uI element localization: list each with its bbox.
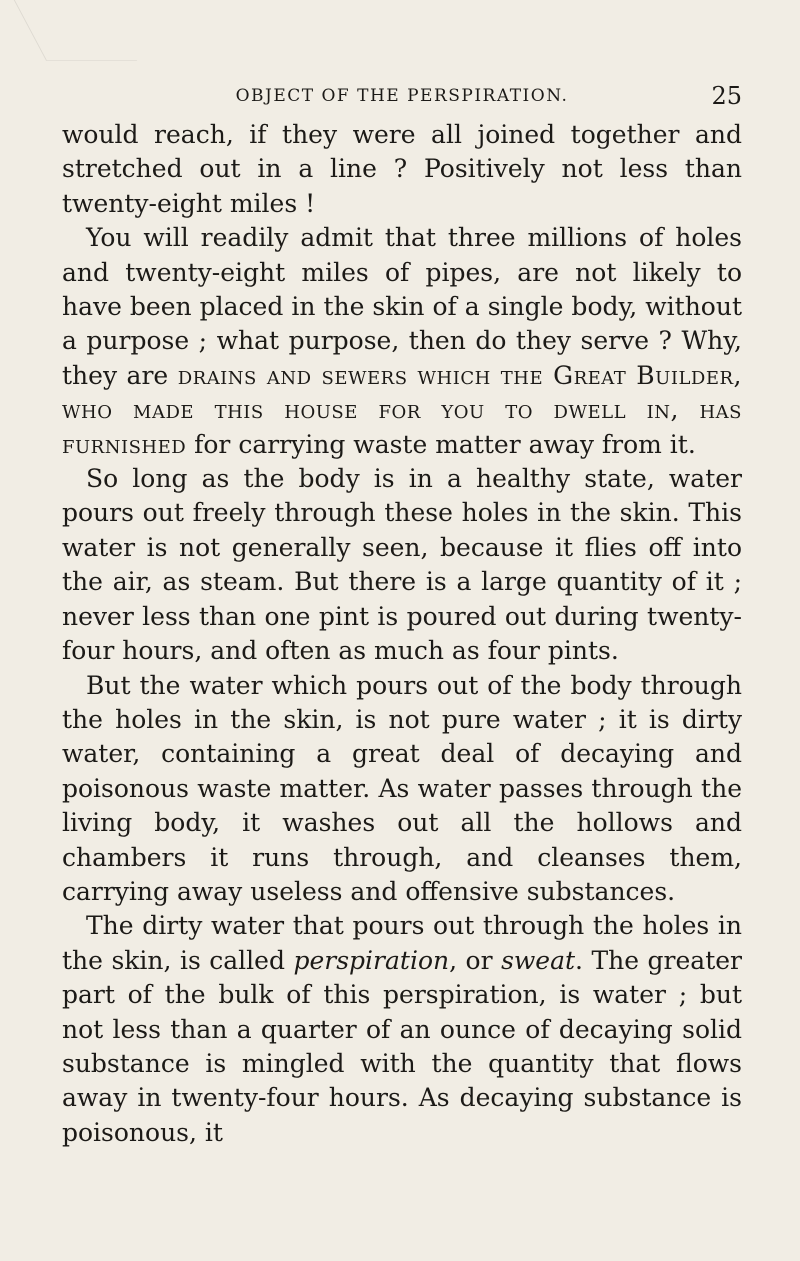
running-title: OBJECT OF THE PERSPIRATION. bbox=[235, 86, 569, 106]
paragraph-5 bbox=[62, 909, 742, 1150]
paragraph-5-text-b: , or bbox=[449, 945, 502, 975]
paragraph-4: But the water which pours out of the body through the holes in the skin, is not pure water ; it is dirty water, containing a great deal of decaying and poisonous waste matter. As water passes through the living body, it washes out all the hollows and chambers it runs through, and cleanses them, carrying away useless and offensive substances. bbox=[62, 670, 742, 906]
paragraph-2-text-b: for carrying waste matter away from it. bbox=[186, 429, 696, 459]
paragraph-5-text-a: The dirty water that pours out through the holes in the skin, is called bbox=[62, 911, 742, 975]
paragraph-1: would reach, if they were all joined together and stretched out in a line ? Positively not less than twenty-eight miles ! bbox=[62, 120, 742, 218]
paragraph-2 bbox=[62, 221, 742, 462]
paragraph-5-text-c: . The greater part of the bulk of this perspiration, is water ; but not less than a quarter of an ounce of decaying solid substance is mingled with the quantity that flows away in twenty-four hours. As decaying substance is poisonous, it bbox=[62, 945, 743, 1147]
paragraph-2-smallcaps: drains and sewers which the Great Builder, who made this house for you to dwell in, has furnished bbox=[62, 360, 742, 459]
term-sweat: sweat bbox=[501, 945, 576, 975]
term-perspiration: perspiration bbox=[293, 945, 450, 975]
paragraph-2-text-a: You will readily admit that three millions of holes and twenty-eight miles of pipes, are not likely to have been placed in the skin of a single body, without a purpose ; what purpose, then do they serve ? Why, they are bbox=[62, 223, 742, 390]
body-text bbox=[62, 118, 742, 1150]
book-page bbox=[62, 82, 742, 1150]
page-fold-shadow bbox=[14, 0, 137, 61]
page-header bbox=[62, 82, 742, 118]
paragraph-3: So long as the body is in a healthy state, water pours out freely through these holes in the skin. This water is not generally seen, because it flies off into the air, as steam. But there is a large quantity of it ; never less than one pint is poured out during twenty-four hours, and often as much as four pints. bbox=[62, 464, 742, 666]
page-number: 25 bbox=[711, 82, 742, 110]
